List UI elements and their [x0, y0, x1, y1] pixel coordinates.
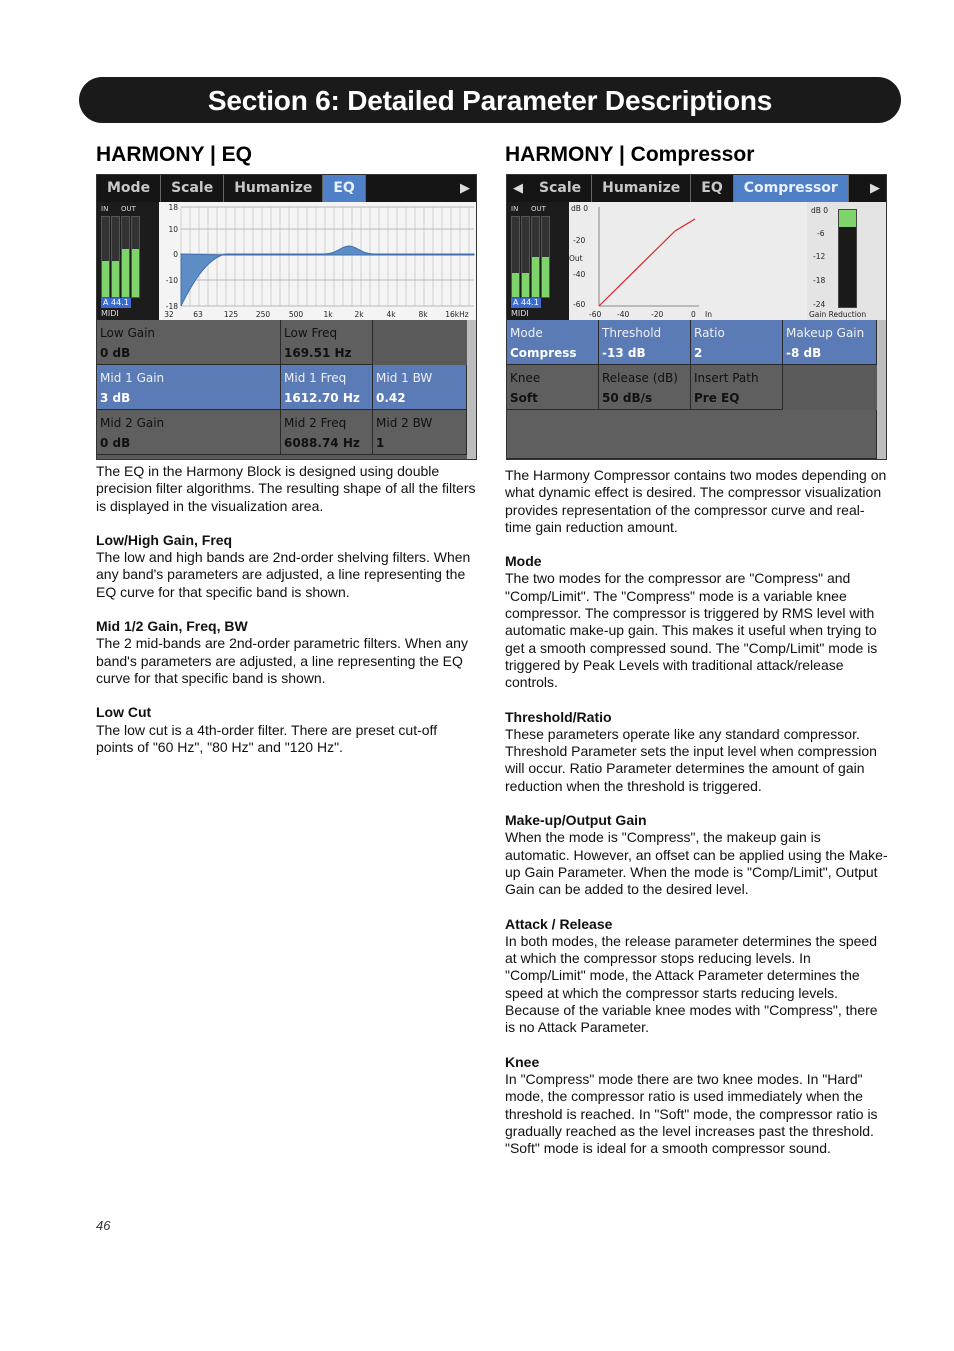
tab-eq[interactable]: EQ [323, 175, 365, 202]
compressor-parameter-grid [507, 320, 877, 459]
param-value: 0 dB [100, 436, 131, 450]
subsection-body: When the mode is "Compress", the makeup gain is automatic. However, an offset can be applied using the Make-up Gain Parameter. When the mode is "Comp/Limit", Output Gain can be added to the desired level. [505, 829, 888, 898]
param-label: Threshold [602, 326, 662, 340]
gr-tick: -6 [817, 229, 825, 238]
input-meter [101, 216, 110, 298]
x-tick-label: 63 [193, 310, 203, 319]
param-value: 0 dB [100, 346, 131, 360]
out-label: Out [569, 254, 583, 263]
eq-curve [181, 246, 474, 306]
param-label: Insert Path [694, 371, 759, 385]
eq-description [96, 463, 476, 773]
chevron-right-icon[interactable]: ▶ [870, 181, 880, 196]
y-tick: -60 [573, 300, 586, 309]
subsection-body: These parameters operate like any standard compressor. Threshold Parameter sets the input level when compression will occur. Ratio Parameter determines the amount of gain reduction when the threshold is triggered. [505, 725, 877, 794]
param-release-db[interactable] [599, 365, 691, 410]
y-tick-label: 18 [168, 203, 178, 212]
chevron-left-icon[interactable]: ◀ [513, 181, 523, 196]
meter-in-label: IN [101, 205, 109, 213]
gr-tick: -18 [813, 276, 826, 285]
param-empty-row [507, 410, 877, 459]
compressor-visualization [507, 202, 886, 320]
x-tick: 0 [691, 310, 696, 319]
x-tick-label: 125 [223, 310, 239, 319]
param-value: 3 dB [100, 391, 131, 405]
param-threshold[interactable] [599, 320, 691, 365]
param-label: Mid 1 Gain [100, 371, 165, 385]
param-mid-2-freq[interactable] [281, 410, 373, 455]
meter-out-label: OUT [531, 205, 546, 213]
meter-in-label: IN [511, 205, 519, 213]
y-tick-label: 0 [173, 250, 178, 259]
param-low-freq[interactable] [281, 320, 373, 365]
param-mid-1-freq[interactable] [281, 365, 373, 410]
x-tick-label: 4k [386, 310, 396, 319]
output-meter [531, 216, 540, 298]
text-section [505, 709, 889, 795]
x-tick-label: 250 [255, 310, 271, 319]
param-label: Makeup Gain [786, 326, 865, 340]
gain-reduction-label: Gain Reduction [809, 310, 867, 319]
input-meter-2 [111, 216, 120, 298]
gain-reduction-meter [807, 202, 886, 320]
compressor-curve-graph [569, 202, 807, 320]
x-tick-label: 32 [164, 310, 174, 319]
y-tick: -20 [573, 236, 586, 245]
param-value: 6088.74 Hz [284, 436, 360, 450]
param-value: Pre EQ [694, 391, 740, 405]
compressor-description [505, 467, 889, 1174]
x-tick-label: 2k [354, 310, 364, 319]
param-mid-2-bw[interactable] [373, 410, 467, 455]
subsection-title: Knee [505, 1053, 540, 1070]
eq-intro: The EQ in the Harmony Block is designed using double precision filter algorithms. The resulting shape of all the filters is displayed in the visualization area. [96, 463, 476, 514]
eq-screen [96, 174, 477, 460]
gr-tick: -12 [813, 252, 826, 261]
param-makeup-gain[interactable] [783, 320, 877, 365]
gr-db-label: dB 0 [811, 206, 829, 215]
scrollbar[interactable] [877, 320, 886, 459]
tab-scale[interactable]: Scale [161, 175, 224, 202]
param-value: 0.42 [376, 391, 406, 405]
subsection-body: In both modes, the release parameter determines the speed at which the compressor stops reducing levels. In "Comp/Limit" mode, the Attack Parameter determines the speed at which the compressor starts reducing levels. Because of the variable knee modes with "Compress", there is no Attack Parameter. [505, 932, 878, 1036]
eq-graph [159, 202, 476, 320]
param-mode[interactable] [507, 320, 599, 365]
text-section [96, 532, 476, 601]
text-section [505, 1054, 889, 1158]
tab-scale[interactable]: Scale [529, 175, 592, 202]
x-tick-label: 1k [323, 310, 333, 319]
x-tick: -60 [589, 310, 602, 319]
section-banner [79, 77, 901, 123]
gr-tick: -24 [813, 300, 826, 309]
x-tick-label: 16kHz [445, 310, 469, 319]
eq-visualization [97, 202, 476, 320]
input-meter [511, 216, 520, 298]
subsection-title: Mid 1/2 Gain, Freq, BW [96, 618, 248, 635]
param-value: -13 dB [602, 346, 646, 360]
scrollbar[interactable] [467, 320, 476, 459]
param-label: Low Gain [100, 326, 156, 340]
rate-badge: A 44.1 [513, 298, 539, 307]
param-label: Ratio [694, 326, 725, 340]
y-tick-label: -10 [165, 276, 178, 285]
tab-compressor[interactable]: Compressor [734, 175, 849, 202]
eq-parameter-grid [97, 320, 467, 459]
subsection-body: The two modes for the compressor are "Compress" and "Comp/Limit". The "Compress" mode is a variable knee compressor. The compressor is triggered by RMS level with automatic make-up gain. This makes it useful when trying to get a smooth compressed sound. The "Comp/Limit" mode is triggered by Peak Levels with traditional attack/release controls. [505, 570, 878, 691]
output-meter-2 [541, 216, 550, 298]
param-insert-path[interactable] [691, 365, 783, 410]
param-value: 169.51 Hz [284, 346, 352, 360]
compressor-screen [506, 174, 887, 460]
eq-curve-svg [159, 202, 476, 320]
chevron-right-icon[interactable]: ▶ [460, 181, 470, 196]
subsection-body: The 2 mid-bands are 2nd-order parametric filters. When any band's parameters are adjusted, a line representing the EQ curve for that specific band is shown. [96, 635, 468, 686]
in-label: In [705, 310, 712, 319]
param-label: Mid 2 BW [376, 416, 433, 430]
compressor-intro: The Harmony Compressor contains two modes depending on what dynamic effect is desired. The compressor visualization provides representation of the compressor curve and real-time gain reduction amount. [505, 467, 887, 535]
tab-humanize[interactable]: Humanize [224, 175, 323, 202]
y-tick-label: -18 [165, 302, 178, 311]
level-meters [97, 202, 159, 320]
param-label: Mid 2 Gain [100, 416, 165, 430]
text-section [505, 916, 889, 1037]
y-tick: -40 [573, 270, 586, 279]
param-label: Release (dB) [602, 371, 678, 385]
param-label: Mode [510, 326, 543, 340]
subsection-title: Low/High Gain, Freq [96, 531, 233, 548]
subsection-body: In "Compress" mode there are two knee modes. In "Hard" mode, the compressor ratio is used immediately when the threshold is reached. In "Soft" mode, the compressor ratio is gradually reached as the level increases past the threshold. "Soft" mode is ideal for a smooth compressor sound. [505, 1070, 878, 1157]
compression-curve-linear [599, 231, 675, 306]
param-value: Compress [510, 346, 577, 360]
input-meter-2 [521, 216, 530, 298]
y-tick-label: 10 [168, 225, 178, 234]
section-title: Section 6: Detailed Parameter Descriptions [207, 85, 773, 116]
param-value: 1 [376, 436, 385, 450]
param-value: Soft [510, 391, 538, 405]
subsection-title: Attack / Release [505, 915, 613, 932]
text-section [96, 618, 476, 687]
text-section [505, 553, 889, 691]
param-label: Knee [510, 371, 541, 385]
param-low-gain[interactable] [97, 320, 281, 365]
gain-reduction-bar [838, 209, 857, 308]
param-label: Mid 1 Freq [284, 371, 347, 385]
subsection-body: The low and high bands are 2nd-order shelving filters. When any band's parameters are adjusted, a line representing the EQ curve for that specific band is shown. [96, 549, 471, 600]
param-value: 50 dB/s [602, 391, 653, 405]
rate-badge: A 44.1 [103, 298, 129, 307]
midi-label: MIDI [101, 309, 119, 318]
compressor-tab-bar [507, 175, 886, 202]
db-label: dB 0 [571, 204, 589, 213]
param-value: 1612.70 Hz [284, 391, 360, 405]
param-value: -8 dB [786, 346, 822, 360]
param-value: 2 [694, 346, 703, 360]
x-tick: -20 [651, 310, 664, 319]
param-label: Mid 2 Freq [284, 416, 347, 430]
page-number: 46 [96, 1218, 111, 1233]
text-section [505, 812, 889, 898]
param-label: Low Freq [284, 326, 338, 340]
param-mid-1-gain[interactable] [97, 365, 281, 410]
x-tick-label: 500 [288, 310, 304, 319]
param-mid-2-gain[interactable] [97, 410, 281, 455]
compression-curve-ratio [675, 219, 695, 231]
eq-tab-bar [97, 175, 476, 202]
param-ratio[interactable] [691, 320, 783, 365]
x-tick-label: 8k [418, 310, 428, 319]
eq-heading: HARMONY | EQ [96, 143, 253, 166]
tab-eq[interactable]: EQ [691, 175, 733, 202]
subsection-title: Low Cut [96, 704, 152, 721]
param-mid-1-bw[interactable] [373, 365, 467, 410]
param-knee[interactable] [507, 365, 599, 410]
compressor-heading: HARMONY | Compressor [505, 143, 755, 166]
x-tick: -40 [617, 310, 630, 319]
meter-out-label: OUT [121, 205, 136, 213]
midi-label: MIDI [511, 309, 529, 318]
text-section [96, 704, 476, 756]
level-meters [507, 202, 569, 320]
subsection-title: Threshold/Ratio [505, 708, 612, 725]
tab-mode[interactable]: Mode [97, 175, 161, 202]
param-label: Mid 1 BW [376, 371, 433, 385]
output-meter [121, 216, 130, 298]
output-meter-2 [131, 216, 140, 298]
subsection-title: Mode [505, 553, 542, 570]
subsection-body: The low cut is a 4th-order filter. There are preset cut-off points of "60 Hz", "80 Hz" and "120 Hz". [96, 721, 438, 755]
tab-humanize[interactable]: Humanize [592, 175, 691, 202]
subsection-title: Make-up/Output Gain [505, 812, 647, 829]
